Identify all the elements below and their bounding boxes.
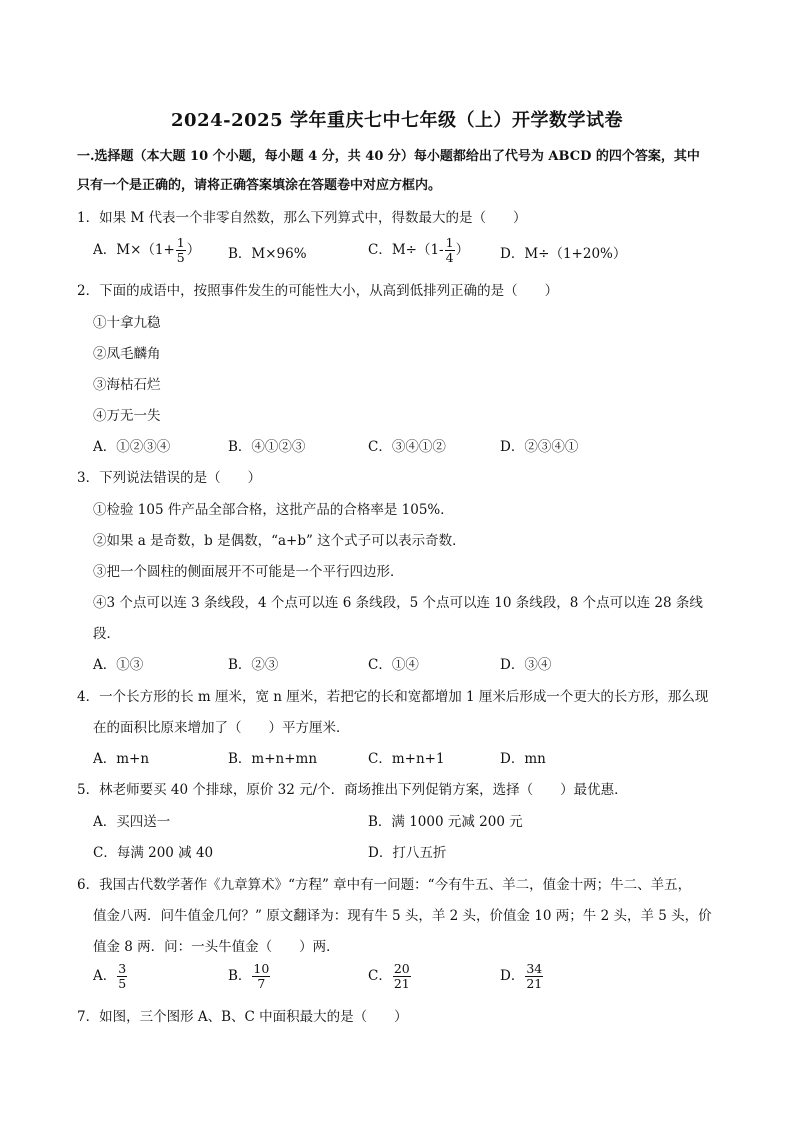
- question-3-item-1: ①检验 105 件产品全部合格，这批产品的合格率是 105%．: [93, 502, 454, 518]
- question-6-option-b: B． $\frac{10}{7}$: [228, 961, 270, 991]
- question-2-item-3: ③海枯石烂: [93, 377, 161, 393]
- question-3-item-3: ③把一个圆柱的侧面展开不可能是一个平行四边形．: [93, 564, 404, 580]
- question-6-option-d: D． $\frac{34}{21}$: [500, 961, 543, 991]
- question-3-option-c: C．①④: [368, 657, 419, 673]
- question-5-option-d: D．打八五折: [368, 845, 447, 861]
- exam-title: 2024-2025 学年重庆七中七年级（上）开学数学试卷: [171, 110, 623, 131]
- section-instruction-line1: 一.选择题（本大题 10 个小题，每小题 4 分，共 40 分）每小题都给出了代号为 ABCD 的四个答案，其中: [77, 149, 700, 164]
- question-5-stem: 5．林老师要买 40 个排球，原价 32 元/个．商场推出下列促销方案，选择（ ）最优惠．: [77, 782, 628, 798]
- question-4-line2: 在的面积比原来增加了（ ）平方厘米．: [93, 720, 350, 736]
- section-instruction-line2: 只有一个是正确的，请将正确答案填涂在答题卷中对应方框内。: [77, 178, 442, 193]
- question-1-option-b: B．M×96%: [228, 246, 307, 262]
- question-4-option-b: B．m+n+mn: [228, 751, 318, 767]
- fraction: $\frac{1}{5}$: [176, 235, 185, 265]
- question-6-line3: 值金 8 两．问：一头牛值金（ ）两．: [93, 939, 340, 955]
- fraction: $\frac{34}{21}$: [526, 961, 543, 991]
- question-3-stem: 3．下列说法错误的是（ ）: [77, 470, 262, 486]
- fraction: $\frac{20}{21}$: [393, 961, 410, 991]
- question-3-item-4-line1: ④3 个点可以连 3 条线段，4 个点可以连 6 条线段，5 个点可以连 10 条线段，8 个点可以连 28 条线: [93, 595, 703, 611]
- question-2-item-2: ②凤毛麟角: [93, 346, 161, 362]
- question-2-item-4: ④万无一失: [93, 408, 161, 424]
- question-7-stem: 7．如图，三个图形 A、B、C 中面积最大的是（ ）: [77, 1009, 408, 1025]
- question-1-option-a: A．M×（1+ $\frac{1}{5}$ ）: [93, 235, 201, 265]
- question-2-stem: 2．下面的成语中，按照事件发生的可能性大小，从高到低排列正确的是（ ）: [77, 283, 559, 299]
- question-4-option-d: D．mn: [500, 751, 546, 767]
- question-3-option-a: A．①③: [93, 657, 144, 673]
- question-2-option-c: C．③④①②: [368, 439, 446, 455]
- question-6-line1: 6．我国古代数学著作《九章算术》“方程” 章中有一问题：“今有牛五、羊二，值金十两；牛二、羊五，: [77, 877, 692, 893]
- question-1-stem: 1．如果 M 代表一个非零自然数，那么下列算式中，得数最大的是（ ）: [77, 210, 527, 226]
- question-3-item-4-line2: 段．: [93, 626, 120, 642]
- question-6-option-a: A． $\frac{3}{5}$: [93, 961, 127, 991]
- question-2-option-a: A．①②③④: [93, 439, 171, 455]
- question-1-option-c: C．M÷（1- $\frac{1}{4}$ ）: [368, 235, 470, 265]
- fraction: $\frac{1}{4}$: [445, 235, 454, 265]
- question-3-option-d: D．③④: [500, 657, 552, 673]
- question-4-option-a: A．m+n: [93, 751, 150, 767]
- question-5-option-c: C．每满 200 减 40: [93, 845, 214, 861]
- question-2-option-b: B．④①②③: [228, 439, 306, 455]
- fraction: $\frac{10}{7}$: [253, 961, 270, 991]
- question-4-option-c: C．m+n+1: [368, 751, 445, 767]
- question-6-line2: 值金八两．问牛值金几何？” 原文翻译为：现有牛 5 头，羊 2 头，价值金 10 两；牛 2 头，羊 5 头，价: [93, 908, 712, 924]
- question-5-option-b: B．满 1000 元减 200 元: [368, 814, 523, 830]
- question-1-option-d: D．M÷（1+20%）: [500, 246, 627, 262]
- question-6-option-c: C． $\frac{20}{21}$: [368, 961, 410, 991]
- question-3-item-2: ②如果 a 是奇数，b 是偶数，“a+b” 这个式子可以表示奇数．: [93, 533, 466, 549]
- question-3-option-b: B．②③: [228, 657, 279, 673]
- question-5-option-a: A．买四送一: [93, 814, 171, 830]
- fraction: $\frac{3}{5}$: [118, 961, 127, 991]
- question-2-option-d: D．②③④①: [500, 439, 579, 455]
- question-2-item-1: ①十拿九稳: [93, 315, 161, 331]
- question-4-line1: 4．一个长方形的长 m 厘米，宽 n 厘米，若把它的长和宽都增加 1 厘米后形成一个更大的长方形，那么现: [77, 689, 709, 705]
